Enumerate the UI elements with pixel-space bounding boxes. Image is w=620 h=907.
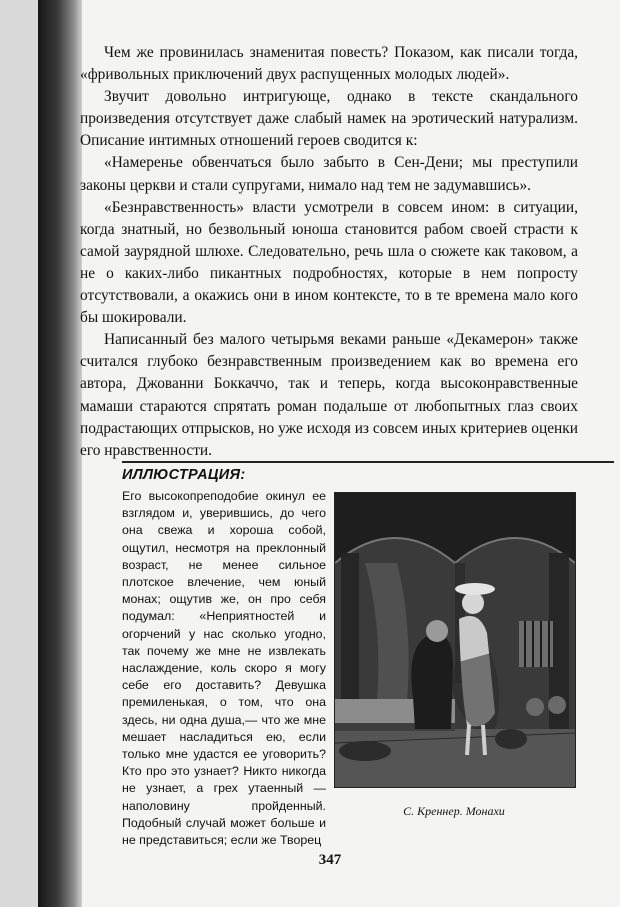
paragraph: Написанный без малого четырьмя веками раньше «Декамерон» также считался глубоко безнравственным произведением как во времена его автора, Джованни Боккаччо, так и теперь, когда высоконравственные мамаши стараются спрятать роман подальше от любопытных глаз своих подрастающих отпрысков, но уже исходя из совсем иных критериев оценки его нравственности. — [80, 331, 578, 459]
illustration-heading: ИЛЛЮСТРАЦИЯ: — [122, 467, 246, 483]
book-binding-shadow — [38, 0, 82, 907]
page-number: 347 — [318, 852, 342, 868]
paragraph: «Намеренье обвенчаться было забыто в Сен-Дени; мы преступили законы церкви и стали супругами, нимало над тем не задумавшись». — [80, 154, 578, 194]
paragraph: Звучит довольно интригующе, однако в тексте скандального произведения отсутствует даже слабый намек на эротический натурализм. Описание интимных отношений героев сводится к: — [80, 88, 578, 150]
book-page — [38, 0, 620, 907]
main-text — [80, 42, 578, 462]
illustration-divider — [122, 461, 614, 463]
engraving-illustration — [335, 493, 575, 787]
engraving-image — [334, 492, 576, 788]
paragraph: «Безнравственность» власти усмотрели в совсем ином: в ситуации, когда знатный, но безвольный юноша становится рабом своей страсти к самой заурядной шлюхе. Следовательно, речь шла о сюжете как таковом, а не о каких-либо пикантных подробностях, которые в нем попросту отсутствовали, а окажись они в ином контексте, то в те времена мало кого бы шокировали. — [80, 198, 578, 327]
illustration-caption: С. Креннер. Монахи — [403, 804, 505, 818]
illustration-quote: Его высокопреподобие окинул ее взглядом и, уверившись, до чего она свежа и хороша собой, ощутил, несмотря на преклонный возраст, не менее сильное плотское влечение, чем юный монах; ощутив же, он про себя подумал: «Неприятностей и огорчений у нас сколько угодно, так почему же мне не извлекать наслаждение, коль скоро я могу себе его доставить? Девушка премиленькая, о том, что она здесь, ни одна душа,— что же мне мешает насладиться ею, если только мне удастся ее уговорить? Кто про это узнает? Никто никогда не узнает, а грех утаенный — наполовину пройденный. Подобный случай может больше и не представиться; если же Творец — [122, 489, 326, 848]
paragraph: Чем же провинилась знаменитая повесть? Показом, как писали тогда, «фривольных приключений двух распущенных молодых людей». — [80, 44, 578, 84]
